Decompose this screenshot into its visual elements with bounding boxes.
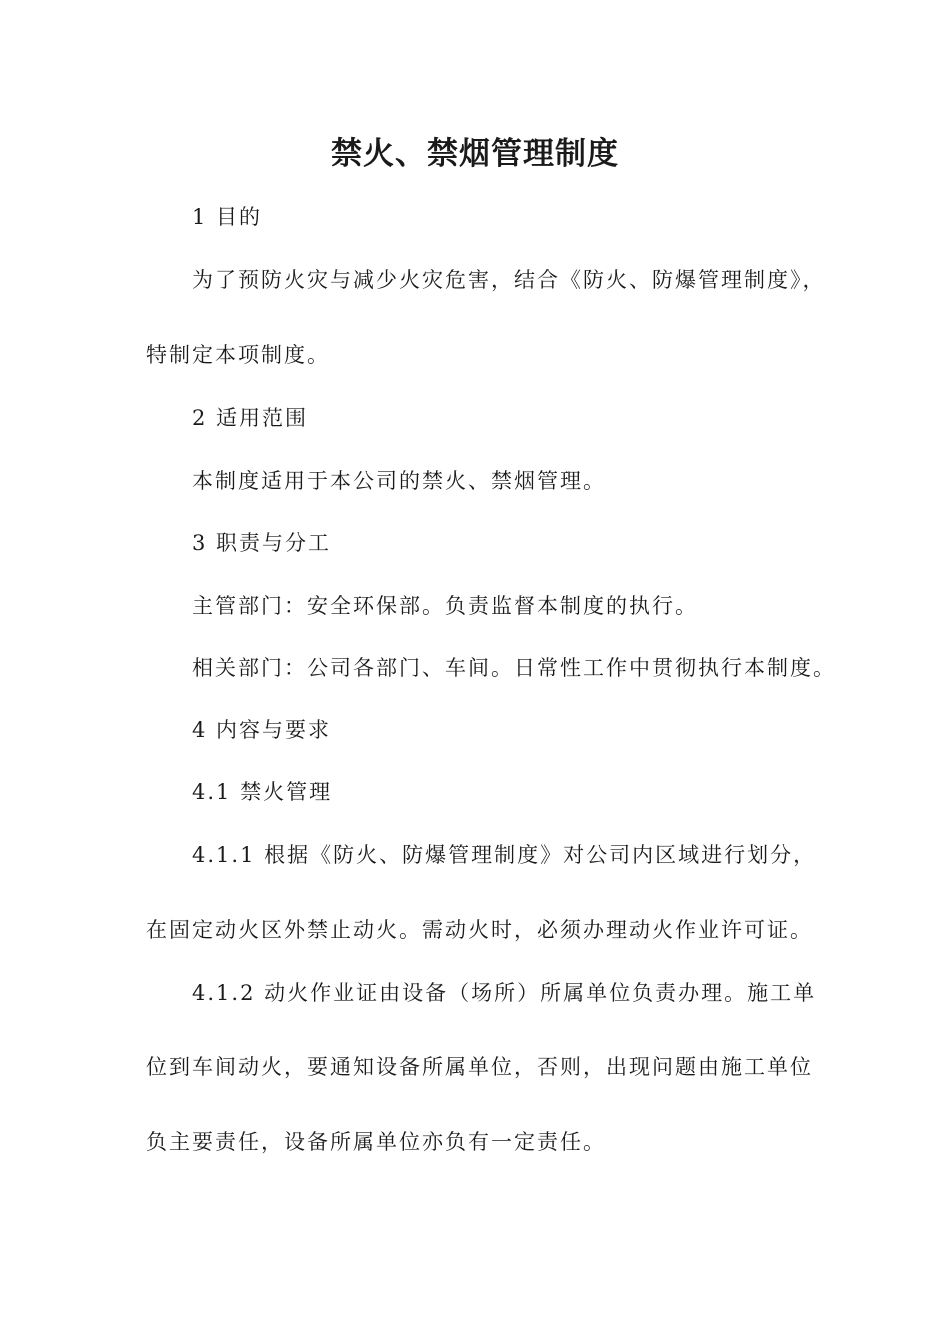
paragraph-line: 在固定动火区外禁止动火。需动火时，必须办理动火作业许可证。 xyxy=(146,918,813,942)
section-heading-purpose: 1 目的 xyxy=(192,205,263,229)
subsection-heading-fire-ban: 4.1 禁火管理 xyxy=(192,780,333,804)
paragraph-line: 相关部门：公司各部门、车间。日常性工作中贯彻执行本制度。 xyxy=(192,656,836,680)
paragraph-line: 本制度适用于本公司的禁火、禁烟管理。 xyxy=(192,469,606,493)
paragraph-line: 4.1.2 动火作业证由设备（场所）所属单位负责办理。施工单 xyxy=(192,981,817,1005)
paragraph-line: 主管部门：安全环保部。负责监督本制度的执行。 xyxy=(192,594,698,618)
document-title: 禁火、禁烟管理制度 xyxy=(331,136,619,172)
section-heading-content: 4 内容与要求 xyxy=(192,718,332,742)
paragraph-line: 为了预防火灾与减少火灾危害，结合《防火、防爆管理制度》， xyxy=(192,268,826,292)
paragraph-line: 负主要责任，设备所属单位亦负有一定责任。 xyxy=(146,1130,606,1154)
section-heading-scope: 2 适用范围 xyxy=(192,406,309,430)
section-heading-responsibilities: 3 职责与分工 xyxy=(192,531,332,555)
paragraph-line: 位到车间动火，要通知设备所属单位，否则，出现问题由施工单位 xyxy=(146,1055,813,1079)
paragraph-line: 4.1.1 根据《防火、防爆管理制度》对公司内区域进行划分， xyxy=(192,843,817,867)
paragraph-line: 特制定本项制度。 xyxy=(146,343,330,367)
